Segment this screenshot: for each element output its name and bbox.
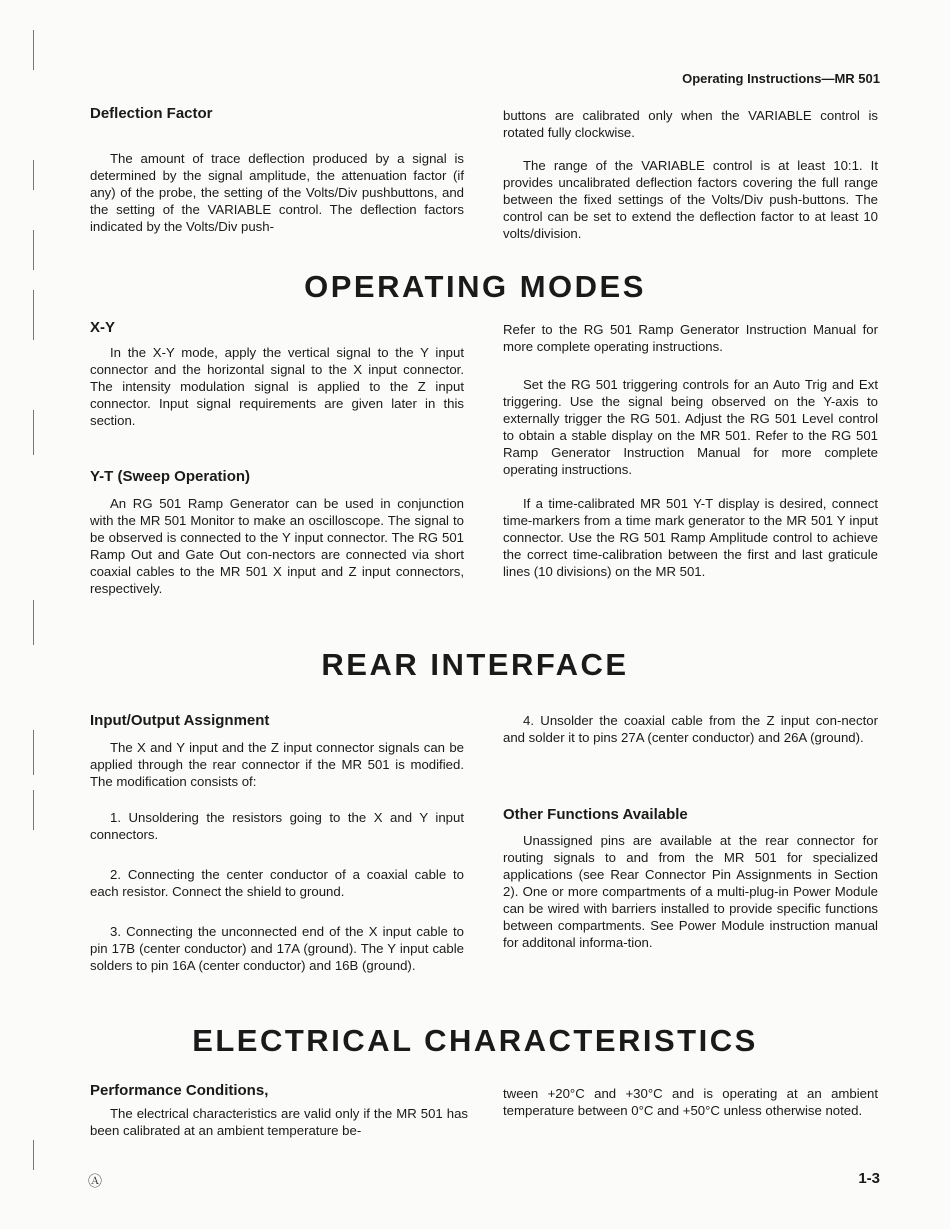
electrical-characteristics-title: ELECTRICAL CHARACTERISTICS (192, 1023, 758, 1058)
calibration-paragraph: buttons are calibrated only when the VARIABLE control is rotated fully clockwise. (503, 108, 878, 140)
deflection-factor-paragraph: The amount of trace deflection produced by a signal is determined by the signal amplitude, the attenuation factor (if any) of the probe, the setting of the Volts/Div pushbuttons, and the setting of the VARIABLE control. The deflection factors indicated by the Volts/Div push- (90, 151, 464, 234)
rg501-reference-paragraph: Refer to the RG 501 Ramp Generator Instruction Manual for more complete operating instructions. (503, 322, 878, 354)
triggering-paragraph: Set the RG 501 triggering controls for an Auto Trig and Ext triggering. Use the signal being observed on the Y-axis to externally trigger the RG 501. Adjust the RG 501 Level control to obtain a stable display on the MR 501. Refer to the RG 501 Ramp Generator Instruction Manual for more complete operating instructions. (503, 377, 878, 477)
modification-step-2: 2. Connecting the center conductor of a coaxial cable to each resistor. Connect the shield to ground. (90, 867, 464, 899)
electrical-left-column (90, 1081, 468, 1139)
revision-mark-icon: Ⓐ (88, 1173, 102, 1189)
other-functions-heading: Other Functions Available (503, 806, 688, 823)
time-calibration-paragraph: If a time-calibrated MR 501 Y-T display is desired, connect time-markers from a time mark generator to the MR 501 Y input connector. Use the RG 501 Ramp Amplitude control to achieve the correct time-calibration between the first and last graticule lines (10 divisions) on the MR 501. (503, 496, 878, 579)
deflection-factor-right-column (503, 107, 878, 242)
xy-heading: X-Y (90, 319, 116, 336)
xy-paragraph: In the X-Y mode, apply the vertical signal to the Y input connector and the horizontal signal to the X input connector. The intensity modulation signal is applied to the Z input connector. Input signal requirements are given later in this section. (90, 345, 464, 428)
input-output-assignment-heading: Input/Output Assignment (90, 712, 270, 729)
operating-modes-right-column (503, 321, 878, 580)
binding-edge-line (33, 790, 34, 830)
modification-intro-paragraph: The X and Y input and the Z input connector signals can be applied through the rear connector if the MR 501 is modified. The modification consists of: (90, 740, 464, 789)
yt-heading: Y-T (Sweep Operation) (90, 468, 251, 485)
electrical-right-column (503, 1085, 878, 1119)
binding-edge-line (33, 410, 34, 455)
binding-edge-line (33, 600, 34, 645)
deflection-factor-column (90, 104, 464, 235)
rear-interface-title: REAR INTERFACE (321, 647, 629, 682)
modification-step-3: 3. Connecting the unconnected end of the X input cable to pin 17B (center conductor) and 17A (ground). The Y input cable solders to pin 16A (center conductor) and 16B (ground). (90, 924, 464, 973)
binding-edge-line (33, 1140, 34, 1170)
other-functions-paragraph: Unassigned pins are available at the rear connector for routing signals to and from the MR 501 for specialized applications (see Rear Connector Pin Assignments in Section 2). One or more compartments of a multi-plug-in Power Module can be wired with barriers installed to provide specific functions between compartments. See Power Module instruction manual for additonal informa-tion. (503, 833, 878, 950)
temperature-paragraph: tween +20°C and +30°C and is operating at an ambient temperature between 0°C and +50°C unless otherwise noted. (503, 1086, 878, 1118)
running-header: Operating Instructions—MR 501 (682, 71, 880, 86)
binding-edge-line (33, 30, 34, 70)
deflection-factor-heading: Deflection Factor (90, 105, 213, 122)
performance-conditions-heading: Performance Conditions, (90, 1082, 269, 1099)
binding-edge-line (33, 730, 34, 775)
binding-edge-line (33, 230, 34, 270)
rear-interface-left-column (90, 711, 464, 974)
operating-modes-left-column (90, 318, 464, 597)
modification-step-4: 4. Unsolder the coaxial cable from the Z input con-nector and solder it to pins 27A (center conductor) and 26A (ground). (503, 713, 878, 745)
variable-range-paragraph: The range of the VARIABLE control is at least 10:1. It provides uncalibrated deflection factors covering the full range between the fixed settings of the Volts/Div push-buttons. The control can be set to extend the deflection factor to at least 10 volts/division. (503, 158, 878, 241)
yt-paragraph: An RG 501 Ramp Generator can be used in conjunction with the MR 501 Monitor to make an oscilloscope. The signal to be observed is connected to the Y input connector. The RG 501 Ramp Out and Gate Out con-nectors are connected via short coaxial cables to the MR 501 X input and Z input connectors, respectively. (90, 496, 464, 596)
binding-edge-line (33, 160, 34, 190)
operating-modes-title: OPERATING MODES (304, 269, 646, 304)
modification-step-1: 1. Unsoldering the resistors going to the X and Y input connectors. (90, 810, 464, 842)
performance-conditions-paragraph: The electrical characteristics are valid only if the MR 501 has been calibrated at an ambient temperature be- (90, 1106, 468, 1138)
page-number: 1-3 (858, 1170, 880, 1187)
rear-interface-right-column (503, 712, 878, 951)
